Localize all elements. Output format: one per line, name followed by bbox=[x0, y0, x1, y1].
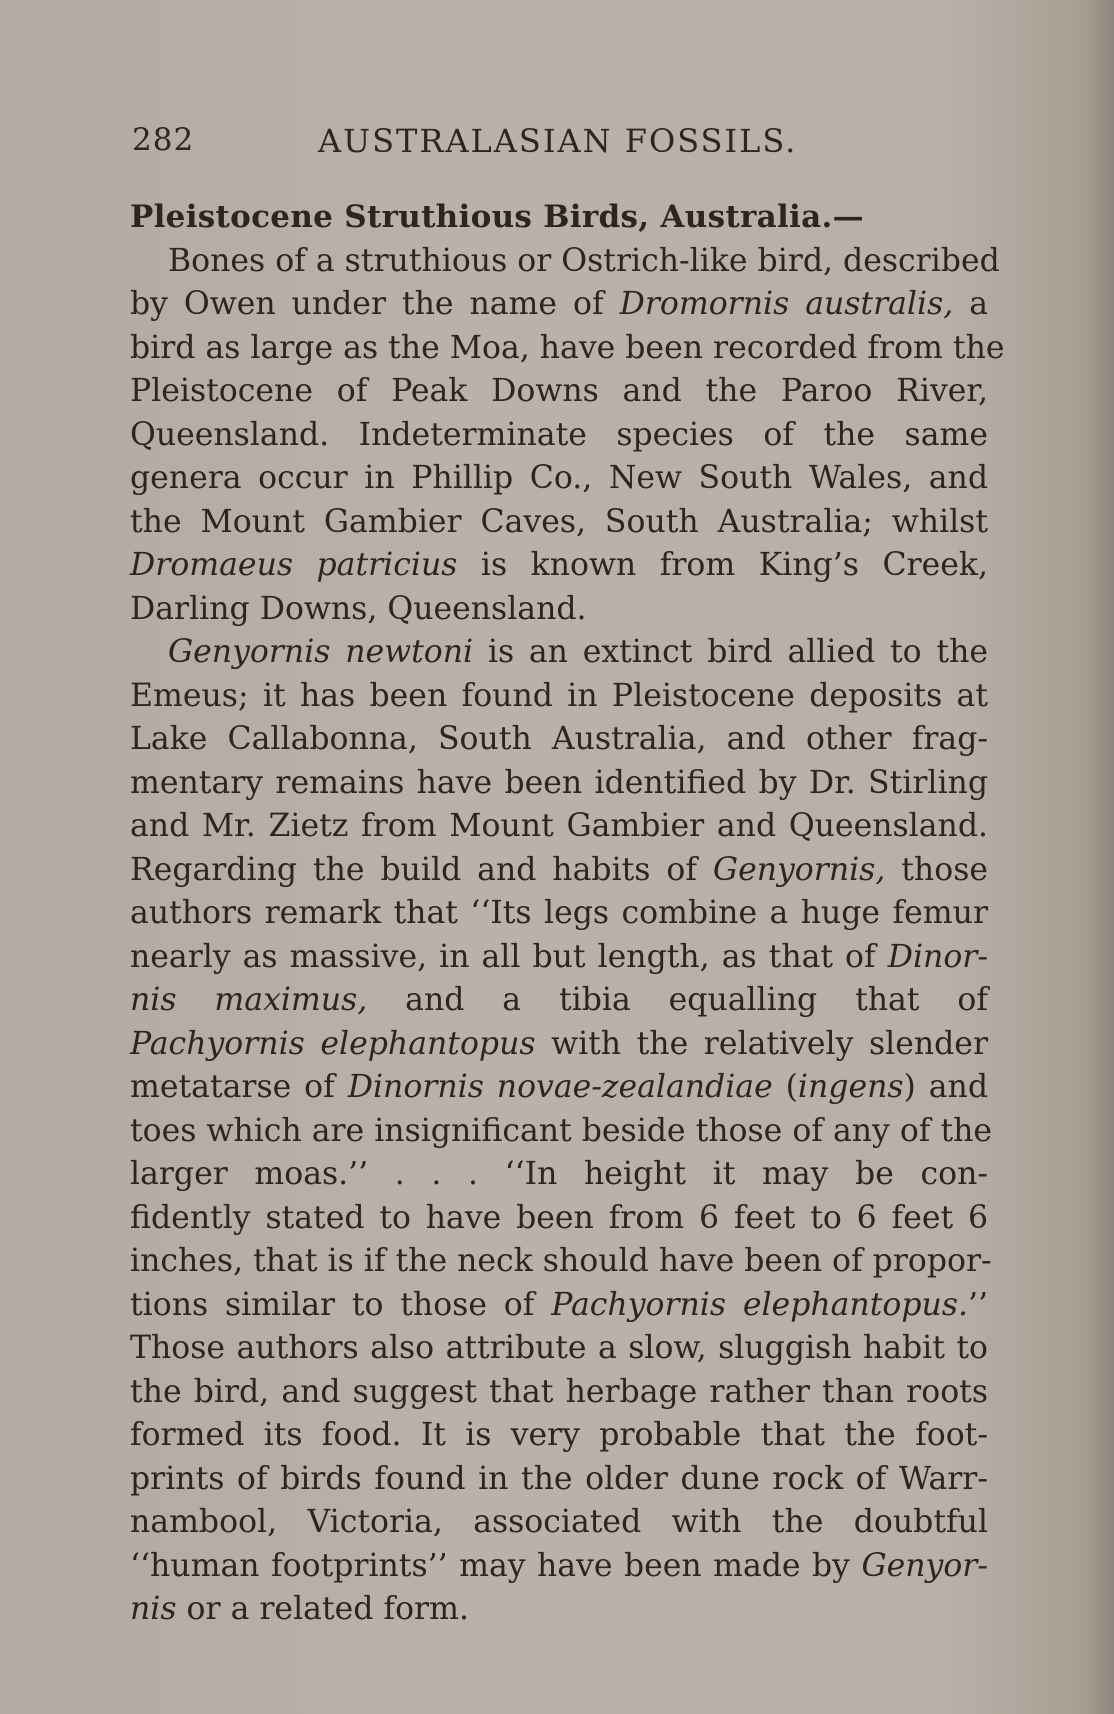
text-line: nambool, Victoria, associated with the doubtful bbox=[130, 1504, 988, 1540]
text-line: bird as large as the Moa, have been recorded from the bbox=[130, 329, 1005, 366]
text-line: prints of birds found in the older dune rock of Warr- bbox=[130, 1460, 988, 1497]
text-line: tions similar to those of Pachyornis elephantopus.’’ bbox=[130, 1286, 988, 1323]
text-line: Regarding the build and habits of Genyornis, those bbox=[130, 851, 988, 888]
text-line: mentary remains have been identified by Dr. Stirling bbox=[130, 764, 988, 801]
text-line: Those authors also attribute a slow, sluggish habit to bbox=[130, 1330, 988, 1366]
page-edge bbox=[1088, 0, 1114, 1714]
text-line: nearly as massive, in all but length, as that of Dinor- bbox=[130, 938, 988, 975]
text-line: toes which are insignificant beside those of any of the bbox=[130, 1112, 993, 1149]
text-line: fidently stated to have been from 6 feet to 6 feet 6 bbox=[130, 1199, 988, 1236]
text-line: formed its food. It is very probable that the foot- bbox=[130, 1417, 988, 1453]
text-line: larger moas.’’ . . . ‘‘In height it may be con- bbox=[130, 1156, 988, 1192]
text-line: Bones of a struthious or Ostrich-like bird, described bbox=[168, 242, 1000, 279]
body-text bbox=[130, 196, 1005, 1632]
text-line: the bird, and suggest that herbage rather than roots bbox=[130, 1373, 988, 1410]
text-line: Darling Downs, Queensland. bbox=[130, 590, 587, 627]
running-title: AUSTRALASIAN FOSSILS. bbox=[318, 122, 798, 160]
text-line: genera occur in Phillip Co., New South Wales, and bbox=[130, 460, 988, 496]
text-line: ‘‘human footprints’’ may have been made by Genyor- bbox=[130, 1547, 988, 1584]
text-line: Pachyornis elephantopus with the relatively slender bbox=[130, 1025, 989, 1062]
text-line: Pleistocene of Peak Downs and the Paroo River, bbox=[130, 373, 988, 409]
text-line: Queensland. Indeterminate species of the same bbox=[130, 416, 988, 453]
text-line: Emeus; it has been found in Pleistocene deposits at bbox=[130, 677, 988, 714]
page-header bbox=[132, 122, 992, 168]
text-line: Lake Callabonna, South Australia, and other frag- bbox=[130, 721, 988, 757]
text-line: Genyornis newtoni is an extinct bird allied to the bbox=[168, 634, 989, 670]
text-line: Dromaeus patricius is known from King’s Creek, bbox=[130, 547, 988, 583]
section-heading: Pleistocene Struthious Birds, Australia.— bbox=[130, 199, 864, 235]
text-line: nis or a related form. bbox=[130, 1591, 469, 1627]
text-line: authors remark that ‘‘Its legs combine a huge femur bbox=[130, 895, 988, 931]
text-line: the Mount Gambier Caves, South Australia; whilst bbox=[130, 503, 988, 540]
text-line: nis maximus, and a tibia equalling that of bbox=[130, 982, 988, 1018]
text-line: and Mr. Zietz from Mount Gambier and Queensland. bbox=[130, 808, 988, 844]
text-line: metatarse of Dinornis novae-zealandiae (ingens) and bbox=[130, 1069, 988, 1105]
text-line: inches, that is if the neck should have been of propor- bbox=[130, 1243, 992, 1279]
text-line: by Owen under the name of Dromornis australis, a bbox=[130, 286, 988, 322]
page-number: 282 bbox=[132, 122, 195, 158]
